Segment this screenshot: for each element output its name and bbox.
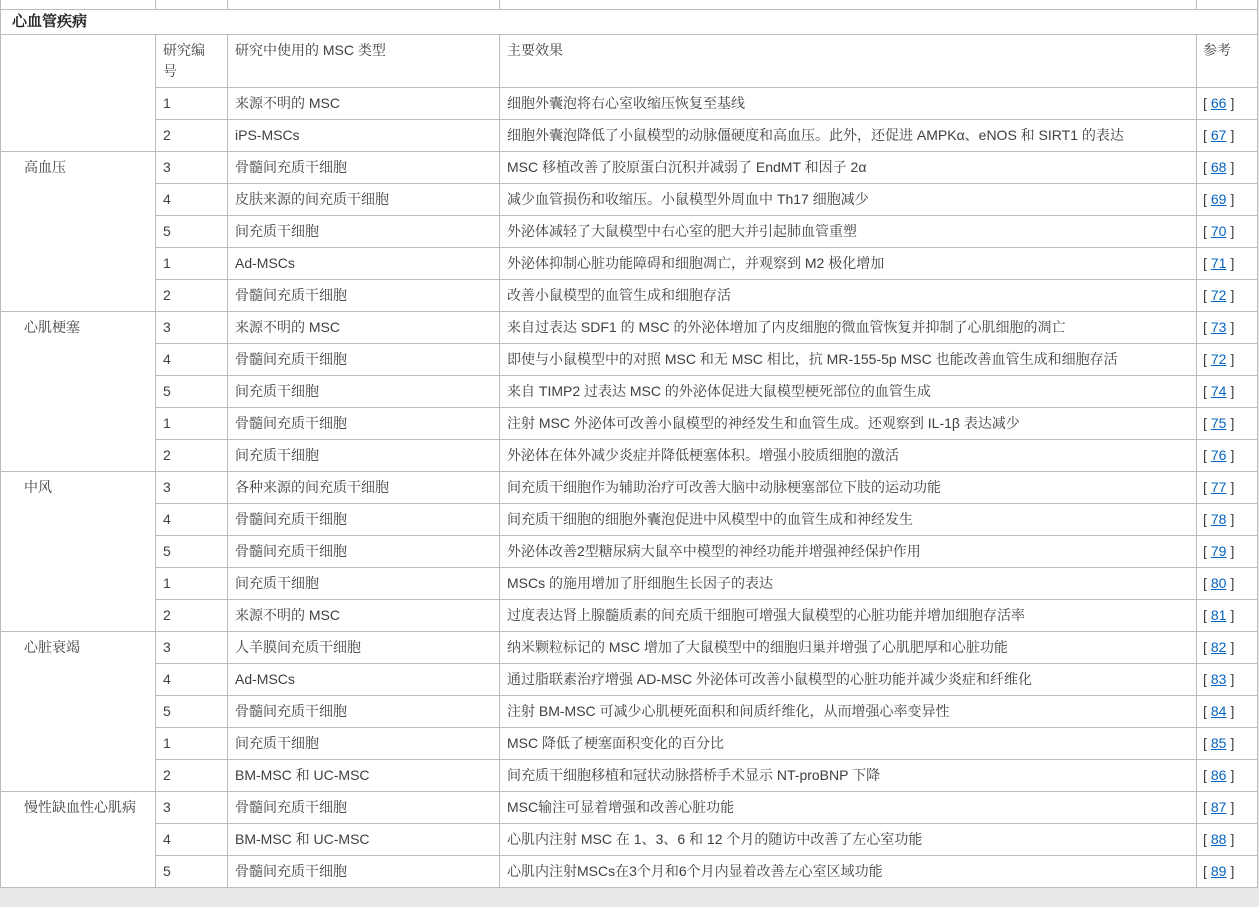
effect-cell: 来自过表达 SDF1 的 MSC 的外泌体增加了内皮细胞的微血管恢复并抑制了心肌细胞的凋亡	[500, 312, 1197, 344]
reference-cell	[1197, 120, 1258, 152]
header-reference: 参考	[1197, 35, 1258, 88]
study-no-cell: 5	[156, 536, 228, 568]
reference-link[interactable]: 86	[1210, 767, 1227, 783]
study-row	[1, 344, 1258, 376]
reference-cell	[1197, 216, 1258, 248]
bracket-close: ]	[1230, 351, 1235, 367]
effect-cell: 外泌体减轻了大鼠模型中右心室的肥大并引起肺血管重塑	[500, 216, 1197, 248]
reference-link[interactable]: 66	[1210, 95, 1227, 111]
reference-link[interactable]: 70	[1210, 223, 1227, 239]
study-row	[1, 824, 1258, 856]
bracket-open: [	[1203, 703, 1207, 719]
reference-link[interactable]: 79	[1210, 543, 1227, 559]
table-body	[1, 0, 1258, 888]
disease-cell-empty	[1, 35, 156, 152]
msc-type-cell: 间充质干细胞	[228, 440, 500, 472]
reference-cell	[1197, 184, 1258, 216]
reference-link[interactable]: 88	[1210, 831, 1227, 847]
header-effect: 主要效果	[500, 35, 1197, 88]
reference-link[interactable]: 89	[1210, 863, 1227, 879]
sliver-cell	[1, 0, 156, 10]
study-row	[1, 120, 1258, 152]
effect-cell: 通过脂联素治疗增强 AD-MSC 外泌体可改善小鼠模型的心脏功能并减少炎症和纤维化	[500, 664, 1197, 696]
effect-cell: MSC输注可显着增强和改善心脏功能	[500, 792, 1197, 824]
reference-cell	[1197, 792, 1258, 824]
effect-cell: 间充质干细胞移植和冠状动脉搭桥手术显示 NT-proBNP 下降	[500, 760, 1197, 792]
reference-link[interactable]: 76	[1210, 447, 1227, 463]
msc-type-cell: 来源不明的 MSC	[228, 600, 500, 632]
bracket-open: [	[1203, 191, 1207, 207]
msc-type-cell: Ad-MSCs	[228, 664, 500, 696]
msc-type-cell: 骨髓间充质干细胞	[228, 408, 500, 440]
reference-link[interactable]: 81	[1210, 607, 1227, 623]
effect-cell: 过度表达肾上腺髓质素的间充质干细胞可增强大鼠模型的心脏功能并增加细胞存活率	[500, 600, 1197, 632]
bracket-open: [	[1203, 767, 1207, 783]
msc-type-cell: 骨髓间充质干细胞	[228, 504, 500, 536]
reference-link[interactable]: 83	[1210, 671, 1227, 687]
study-no-cell: 1	[156, 568, 228, 600]
reference-link[interactable]: 78	[1210, 511, 1227, 527]
study-row	[1, 152, 1258, 184]
study-row	[1, 856, 1258, 888]
study-no-cell: 2	[156, 440, 228, 472]
reference-cell	[1197, 440, 1258, 472]
bracket-open: [	[1203, 287, 1207, 303]
bracket-close: ]	[1230, 639, 1235, 655]
study-no-cell: 2	[156, 760, 228, 792]
study-no-cell: 1	[156, 248, 228, 280]
reference-cell	[1197, 856, 1258, 888]
sliver-cell	[228, 0, 500, 10]
msc-type-cell: 骨髓间充质干细胞	[228, 152, 500, 184]
reference-link[interactable]: 74	[1210, 383, 1227, 399]
bracket-close: ]	[1230, 383, 1235, 399]
msc-type-cell: 人羊膜间充质干细胞	[228, 632, 500, 664]
bracket-open: [	[1203, 127, 1207, 143]
reference-cell	[1197, 248, 1258, 280]
msc-type-cell: 骨髓间充质干细胞	[228, 280, 500, 312]
effect-cell: 改善小鼠模型的血管生成和细胞存活	[500, 280, 1197, 312]
bracket-close: ]	[1230, 447, 1235, 463]
study-no-cell: 3	[156, 792, 228, 824]
msc-type-cell: BM-MSC 和 UC-MSC	[228, 824, 500, 856]
bracket-open: [	[1203, 95, 1207, 111]
reference-cell	[1197, 312, 1258, 344]
study-no-cell: 4	[156, 184, 228, 216]
msc-type-cell: 骨髓间充质干细胞	[228, 856, 500, 888]
bracket-close: ]	[1230, 95, 1235, 111]
bracket-open: [	[1203, 351, 1207, 367]
effect-cell: 纳米颗粒标记的 MSC 增加了大鼠模型中的细胞归巢并增强了心肌肥厚和心脏功能	[500, 632, 1197, 664]
previous-row-sliver	[1, 0, 1258, 10]
effect-cell: 细胞外囊泡将右心室收缩压恢复至基线	[500, 88, 1197, 120]
study-row	[1, 216, 1258, 248]
reference-link[interactable]: 67	[1210, 127, 1227, 143]
bracket-close: ]	[1230, 575, 1235, 591]
msc-type-cell: 间充质干细胞	[228, 728, 500, 760]
reference-link[interactable]: 73	[1210, 319, 1227, 335]
disease-label: 中风	[1, 472, 156, 632]
effect-cell: 外泌体改善2型糖尿病大鼠卒中模型的神经功能并增强神经保护作用	[500, 536, 1197, 568]
study-row	[1, 504, 1258, 536]
bracket-close: ]	[1230, 799, 1235, 815]
study-row	[1, 472, 1258, 504]
study-row	[1, 568, 1258, 600]
bracket-close: ]	[1230, 831, 1235, 847]
study-row	[1, 248, 1258, 280]
bracket-close: ]	[1230, 767, 1235, 783]
effect-cell: MSC 降低了梗塞面积变化的百分比	[500, 728, 1197, 760]
study-no-cell: 2	[156, 120, 228, 152]
bracket-open: [	[1203, 607, 1207, 623]
reference-cell	[1197, 376, 1258, 408]
disease-label: 心肌梗塞	[1, 312, 156, 472]
msc-type-cell: 间充质干细胞	[228, 376, 500, 408]
study-row	[1, 664, 1258, 696]
reference-cell	[1197, 760, 1258, 792]
bracket-open: [	[1203, 159, 1207, 175]
reference-cell	[1197, 152, 1258, 184]
bracket-close: ]	[1230, 607, 1235, 623]
bracket-close: ]	[1230, 671, 1235, 687]
msc-type-cell: 间充质干细胞	[228, 568, 500, 600]
study-no-cell: 5	[156, 216, 228, 248]
study-no-cell: 1	[156, 408, 228, 440]
bracket-open: [	[1203, 831, 1207, 847]
reference-cell	[1197, 472, 1258, 504]
effect-cell: 减少血管损伤和收缩压。小鼠模型外周血中 Th17 细胞减少	[500, 184, 1197, 216]
bracket-open: [	[1203, 799, 1207, 815]
study-row	[1, 632, 1258, 664]
reference-link[interactable]: 77	[1210, 479, 1227, 495]
bracket-open: [	[1203, 575, 1207, 591]
effect-cell: 来自 TIMP2 过表达 MSC 的外泌体促进大鼠模型梗死部位的血管生成	[500, 376, 1197, 408]
bracket-open: [	[1203, 319, 1207, 335]
bracket-open: [	[1203, 543, 1207, 559]
study-no-cell: 5	[156, 856, 228, 888]
effect-cell: MSCs 的施用增加了肝细胞生长因子的表达	[500, 568, 1197, 600]
bracket-close: ]	[1230, 543, 1235, 559]
study-no-cell: 4	[156, 664, 228, 696]
disease-label: 心脏衰竭	[1, 632, 156, 792]
bracket-open: [	[1203, 863, 1207, 879]
effect-cell: 间充质干细胞的细胞外囊泡促进中风模型中的血管生成和神经发生	[500, 504, 1197, 536]
bracket-close: ]	[1230, 191, 1235, 207]
study-row	[1, 184, 1258, 216]
study-no-cell: 3	[156, 472, 228, 504]
effect-cell: 心肌内注射MSCs在3个月和6个月内显着改善左心室区域功能	[500, 856, 1197, 888]
header-study-no: 研究编号	[156, 35, 228, 88]
disease-label: 慢性缺血性心肌病	[1, 792, 156, 888]
sliver-cell	[1197, 0, 1258, 10]
reference-cell	[1197, 728, 1258, 760]
reference-link[interactable]: 72	[1210, 287, 1227, 303]
section-title-row	[1, 10, 1258, 35]
reference-link[interactable]: 87	[1210, 799, 1227, 815]
msc-type-cell: 骨髓间充质干细胞	[228, 344, 500, 376]
bracket-close: ]	[1230, 159, 1235, 175]
disease-label: 高血压	[1, 152, 156, 312]
sliver-cell	[156, 0, 228, 10]
reference-cell	[1197, 632, 1258, 664]
reference-cell	[1197, 696, 1258, 728]
study-row	[1, 88, 1258, 120]
study-row	[1, 312, 1258, 344]
effect-cell: 即使与小鼠模型中的对照 MSC 和无 MSC 相比，抗 MR-155-5p MSC 也能改善血管生成和细胞存活	[500, 344, 1197, 376]
reference-cell	[1197, 536, 1258, 568]
reference-link[interactable]: 82	[1210, 639, 1227, 655]
reference-cell	[1197, 600, 1258, 632]
msc-type-cell: BM-MSC 和 UC-MSC	[228, 760, 500, 792]
sliver-cell	[500, 0, 1197, 10]
msc-type-cell: 皮肤来源的间充质干细胞	[228, 184, 500, 216]
reference-link[interactable]: 69	[1210, 191, 1227, 207]
reference-link[interactable]: 85	[1210, 735, 1227, 751]
bracket-open: [	[1203, 223, 1207, 239]
study-no-cell: 5	[156, 376, 228, 408]
bracket-close: ]	[1230, 255, 1235, 271]
msc-type-cell: 各种来源的间充质干细胞	[228, 472, 500, 504]
bracket-open: [	[1203, 511, 1207, 527]
reference-link[interactable]: 72	[1210, 351, 1227, 367]
study-no-cell: 4	[156, 824, 228, 856]
study-no-cell: 5	[156, 696, 228, 728]
study-no-cell: 4	[156, 504, 228, 536]
bracket-open: [	[1203, 735, 1207, 751]
bracket-close: ]	[1230, 703, 1235, 719]
header-row	[1, 35, 1258, 88]
msc-type-cell: 间充质干细胞	[228, 216, 500, 248]
reference-cell	[1197, 824, 1258, 856]
study-row	[1, 408, 1258, 440]
msc-type-cell: 骨髓间充质干细胞	[228, 536, 500, 568]
reference-link[interactable]: 71	[1210, 255, 1227, 271]
study-no-cell: 1	[156, 728, 228, 760]
study-no-cell: 2	[156, 280, 228, 312]
effect-cell: 外泌体在体外减少炎症并降低梗塞体积。增强小胶质细胞的激活	[500, 440, 1197, 472]
effect-cell: 细胞外囊泡降低了小鼠模型的动脉僵硬度和高血压。此外，还促进 AMPKα、eNOS 和 SIRT1 的表达	[500, 120, 1197, 152]
effect-cell: 心肌内注射 MSC 在 1、3、6 和 12 个月的随访中改善了左心室功能	[500, 824, 1197, 856]
msc-type-cell: iPS-MSCs	[228, 120, 500, 152]
study-row	[1, 696, 1258, 728]
bracket-open: [	[1203, 671, 1207, 687]
reference-cell	[1197, 504, 1258, 536]
section-title: 心血管疾病	[1, 10, 1258, 35]
bracket-open: [	[1203, 255, 1207, 271]
bracket-open: [	[1203, 479, 1207, 495]
bracket-open: [	[1203, 639, 1207, 655]
reference-cell	[1197, 344, 1258, 376]
bracket-close: ]	[1230, 479, 1235, 495]
reference-link[interactable]: 68	[1210, 159, 1227, 175]
reference-link[interactable]: 75	[1210, 415, 1227, 431]
reference-cell	[1197, 664, 1258, 696]
reference-link[interactable]: 80	[1210, 575, 1227, 591]
msc-type-cell: 来源不明的 MSC	[228, 88, 500, 120]
study-no-cell: 2	[156, 600, 228, 632]
bracket-close: ]	[1230, 511, 1235, 527]
study-row	[1, 600, 1258, 632]
msc-type-cell: 骨髓间充质干细胞	[228, 696, 500, 728]
study-row	[1, 760, 1258, 792]
reference-cell	[1197, 280, 1258, 312]
bracket-close: ]	[1230, 223, 1235, 239]
msc-type-cell: 来源不明的 MSC	[228, 312, 500, 344]
msc-type-cell: 骨髓间充质干细胞	[228, 792, 500, 824]
study-row	[1, 792, 1258, 824]
msc-type-cell: Ad-MSCs	[228, 248, 500, 280]
study-row	[1, 728, 1258, 760]
bracket-close: ]	[1230, 415, 1235, 431]
bracket-close: ]	[1230, 287, 1235, 303]
effect-cell: 间充质干细胞作为辅助治疗可改善大脑中动脉梗塞部位下肢的运动功能	[500, 472, 1197, 504]
reference-cell	[1197, 88, 1258, 120]
header-msc-type: 研究中使用的 MSC 类型	[228, 35, 500, 88]
study-row	[1, 440, 1258, 472]
study-no-cell: 3	[156, 152, 228, 184]
bracket-open: [	[1203, 447, 1207, 463]
bracket-close: ]	[1230, 319, 1235, 335]
bracket-open: [	[1203, 415, 1207, 431]
bracket-close: ]	[1230, 735, 1235, 751]
study-no-cell: 1	[156, 88, 228, 120]
study-row	[1, 536, 1258, 568]
reference-cell	[1197, 408, 1258, 440]
effect-cell: 注射 MSC 外泌体可改善小鼠模型的神经发生和血管生成。还观察到 IL-1β 表达减少	[500, 408, 1197, 440]
effect-cell: 注射 BM-MSC 可减少心肌梗死面积和间质纤维化，从而增强心率变异性	[500, 696, 1197, 728]
study-no-cell: 4	[156, 344, 228, 376]
study-row	[1, 280, 1258, 312]
effect-cell: MSC 移植改善了胶原蛋白沉积并减弱了 EndMT 和因子 2α	[500, 152, 1197, 184]
reference-cell	[1197, 568, 1258, 600]
bracket-close: ]	[1230, 863, 1235, 879]
study-no-cell: 3	[156, 632, 228, 664]
bracket-close: ]	[1230, 127, 1235, 143]
study-row	[1, 376, 1258, 408]
bracket-open: [	[1203, 383, 1207, 399]
study-no-cell: 3	[156, 312, 228, 344]
effect-cell: 外泌体抑制心脏功能障碍和细胞凋亡，并观察到 M2 极化增加	[500, 248, 1197, 280]
reference-link[interactable]: 84	[1210, 703, 1227, 719]
